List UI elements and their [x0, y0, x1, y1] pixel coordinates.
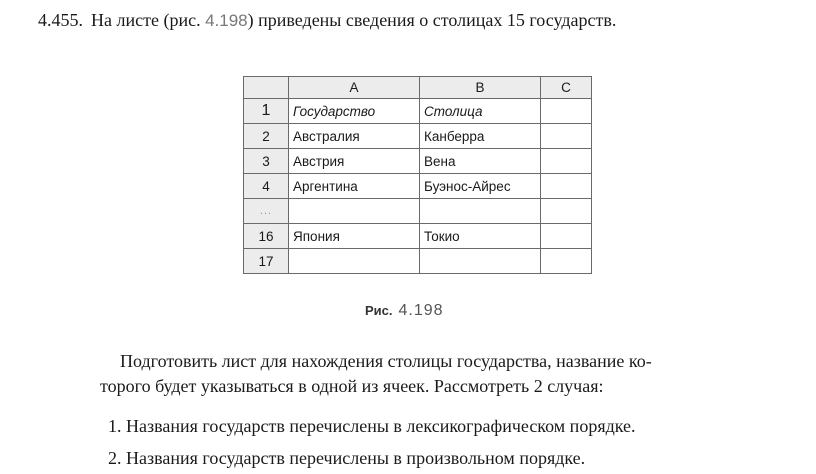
column-header-c: C	[541, 77, 592, 99]
cell-b: Токио	[420, 224, 541, 249]
row-header: 17	[244, 249, 289, 274]
cell-a: Австралия	[289, 124, 420, 149]
cell-c	[541, 224, 592, 249]
figure-caption	[365, 302, 444, 320]
table-row	[244, 199, 592, 224]
cell-c	[541, 199, 592, 224]
row-header-ellipsis: ...	[244, 199, 289, 224]
column-header-row	[244, 77, 592, 99]
cell-c	[541, 174, 592, 199]
table-row	[244, 249, 592, 274]
problem-text-end: ) приведены сведения о столицах 15 государств.	[247, 10, 617, 30]
problem-statement	[38, 8, 808, 33]
cell-c	[541, 99, 592, 124]
table-row	[244, 224, 592, 249]
cell-c	[541, 124, 592, 149]
cell-b	[420, 199, 541, 224]
cell-c	[541, 249, 592, 274]
row-header: 4	[244, 174, 289, 199]
cell-a	[289, 249, 420, 274]
table-row	[244, 174, 592, 199]
problem-number: 4.455.	[38, 10, 83, 30]
cell-b: Столица	[420, 99, 541, 124]
caption-label: Рис.	[365, 303, 393, 318]
case-item-2: 2. Названия государств перечислены в произвольном порядке.	[108, 448, 586, 468]
caption-number: 4.198	[398, 302, 444, 319]
cell-a: Австрия	[289, 149, 420, 174]
case-item-1: 1. Названия государств перечислены в лексикографическом порядке.	[108, 416, 636, 436]
table-row	[244, 149, 592, 174]
row-header: 1	[244, 99, 289, 124]
row-header: 3	[244, 149, 289, 174]
cell-a: Государство	[289, 99, 420, 124]
task-line-1: Подготовить лист для нахождения столицы государства, название ко-	[120, 351, 652, 371]
problem-text-start: На листе (рис.	[91, 10, 206, 30]
row-header: 16	[244, 224, 289, 249]
cell-a: Япония	[289, 224, 420, 249]
cell-a	[289, 199, 420, 224]
cell-b: Вена	[420, 149, 541, 174]
task-description	[100, 349, 792, 399]
spreadsheet-figure	[243, 76, 592, 274]
cell-b: Буэнос-Айрес	[420, 174, 541, 199]
figure-reference: 4.198	[205, 11, 248, 30]
task-line-2: торого будет указываться в одной из ячеек. Рассмотреть 2 случая:	[100, 376, 604, 396]
cell-c	[541, 149, 592, 174]
cell-a: Аргентина	[289, 174, 420, 199]
cell-b: Канберра	[420, 124, 541, 149]
column-header-b: B	[420, 77, 541, 99]
row-header: 2	[244, 124, 289, 149]
column-header-a: A	[289, 77, 420, 99]
corner-cell	[244, 77, 289, 99]
cell-b	[420, 249, 541, 274]
table-row	[244, 124, 592, 149]
table-row	[244, 99, 592, 124]
